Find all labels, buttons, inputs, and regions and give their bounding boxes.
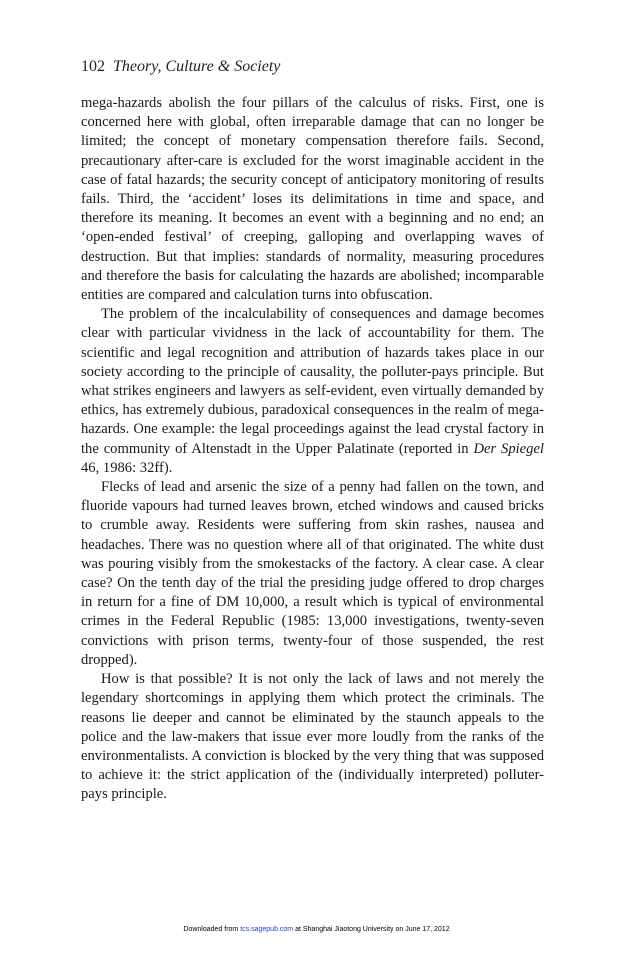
page-number: 102 xyxy=(81,58,105,75)
download-footer xyxy=(0,926,633,933)
body-text xyxy=(81,94,544,805)
paragraph-2-text-after: 46, 1986: 32ff). xyxy=(81,459,173,476)
paragraph-1: mega-hazards abolish the four pillars of the calculus of risks. First, one is concerned here with global, often irreparable damage that can no longer be limited; the concept of monetary compensation therefore fails. Second, precautionary after-care is excluded for the worst imaginable accident in the case of fatal hazards; the security concept of anticipatory monitoring of results fails. Third, the ‘accident’ loses its delimitations in time and space, and therefore its meaning. It becomes an event with a beginning and no end; an ‘open-ended festival’ of creeping, galloping and overlapping waves of destruction. But that implies: standards of normality, measuring procedures and therefore the basis for calculating the hazards are abolished; incomparable entities are compared and calculation turns into obfuscation. xyxy=(81,95,544,304)
paragraph-2 xyxy=(81,305,544,478)
periodical-title: Der Spiegel xyxy=(473,440,544,457)
footer-suffix: at Shanghai Jiaotong University on June 17, 2012 xyxy=(293,926,450,933)
paragraph-3: Flecks of lead and arsenic the size of a penny had fallen on the town, and fluoride vapours had turned leaves brown, etched windows and caused bricks to crumble away. Residents were suffering from skin rashes, nausea and headaches. There was no question where all of that originated. The white dust was pouring visibly from the smokestacks of the factory. A clear case. A clear case? On the tenth day of the trial the presiding judge offered to drop charges in return for a fine of DM 10,000, a result which is typical of environmental crimes in the Federal Republic (1985: 13,000 investigations, twenty-seven convictions with prison terms, twenty-four of those suspended, the rest dropped). xyxy=(81,479,544,668)
footer-prefix: Downloaded from xyxy=(183,926,241,933)
paragraph-4: How is that possible? It is not only the lack of laws and not merely the legendary shortcomings in applying them which protect the criminals. The reasons lie deeper and cannot be eliminated by the staunch appeals to the police and the law-makers that issue ever more loudly from the ranks of the environmentalists. A conviction is blocked by the very thing that was supposed to achieve it: the strict application of the (individually interpreted) polluter-pays principle. xyxy=(81,671,544,803)
running-header xyxy=(81,58,280,76)
paragraph-2-text-before: The problem of the incalculability of consequences and damage becomes clear with particular vividness in the lack of accountability for them. The scientific and legal recognition and attribution of hazards takes place in our society according to the principle of causality, the polluter-pays principle. But what strikes engineers and lawyers as self-evident, even virtually demanded by ethics, has extremely dubious, paradoxical consequences in the realm of mega-hazards. One example: the legal proceedings against the lead crystal factory in the community of Altenstadt in the Upper Palatinate (reported in xyxy=(81,306,544,457)
footer-link[interactable]: tcs.sagepub.com xyxy=(240,926,294,933)
journal-title: Theory, Culture & Society xyxy=(113,58,281,75)
